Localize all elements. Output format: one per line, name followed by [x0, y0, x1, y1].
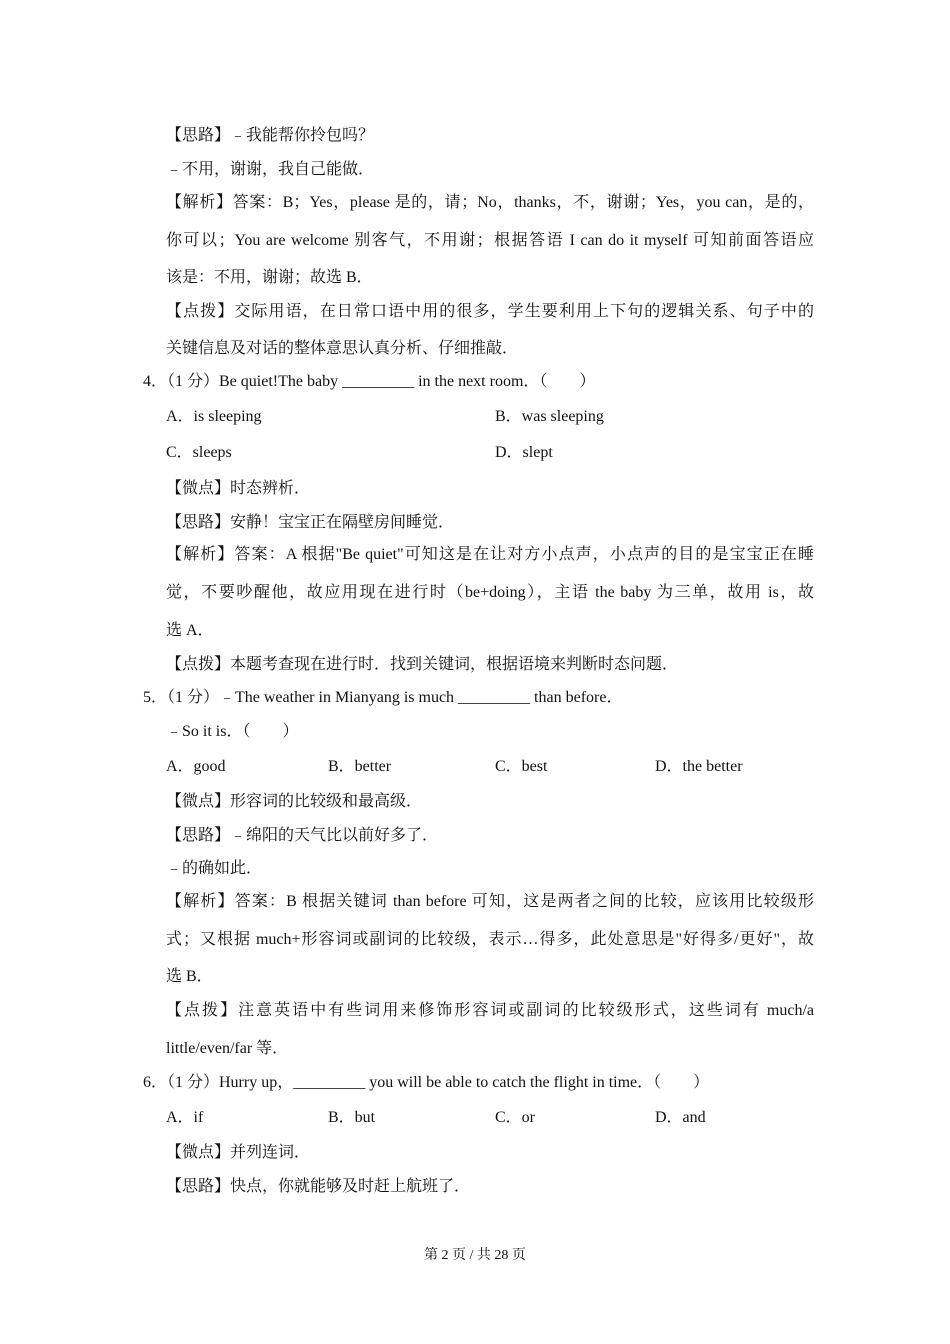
- q3-tip-line-1: 【点拨】交际用语，在日常口语中用的很多，学生要利用上下句的逻辑关系、句子中的: [166, 303, 814, 320]
- q5-tip-line-2: little/even/far 等．: [166, 1040, 289, 1057]
- q5-analysis-line-1: 【解析】答案：B 根据关键词 than before 可知，这是两者之间的比较，应该用比较级形: [166, 893, 814, 910]
- q3-thinking-reply: ﹣不用，谢谢，我自己能做．: [166, 161, 375, 178]
- q4-analysis-line-2: 觉，不要吵醒他，故应用现在进行时（be+doing），主语 the baby 为三单，故用 is，故: [166, 584, 814, 601]
- q4-thinking: 【思路】安静！宝宝正在隔壁房间睡觉．: [166, 514, 455, 531]
- q3-analysis-line-2: 你可以；You are welcome 别客气，不用谢；根据答语 I can do it myself 可知前面答语应: [166, 232, 814, 249]
- q3-thinking-line: 【思路】﹣我能帮你拎包吗？: [166, 127, 375, 144]
- q5-thinking-line: 【思路】﹣绵阳的天气比以前好多了．: [166, 827, 439, 844]
- question-4-stem: 4．（1 分）Be quiet!The baby _________ in the next room．（ ）: [143, 373, 596, 390]
- q4-tip: 【点拨】本题考查现在进行时．找到关键词，根据语境来判断时态问题．: [166, 656, 679, 673]
- q4-point: 【微点】时态辨析．: [166, 480, 311, 497]
- q6-thinking: 【思路】快点，你就能够及时赶上航班了．: [166, 1178, 471, 1195]
- q3-tip-line-2: 关键信息及对话的整体意思认真分析、仔细推敲．: [166, 340, 519, 357]
- q4-option-d: D．slept: [495, 444, 553, 461]
- q6-option-d: D．and: [655, 1109, 706, 1126]
- q5-analysis-line-3: 选 B．: [166, 968, 213, 985]
- q3-analysis-line-1: 【解析】答案：B；Yes，please 是的，请；No，thanks，不，谢谢；Yes，you can，是的，: [166, 194, 814, 211]
- question-5-stem: 5．（1 分）﹣The weather in Mianyang is much _________ than before．: [143, 689, 623, 706]
- q6-option-a: A．if: [166, 1109, 204, 1126]
- q5-option-d: D．the better: [655, 758, 743, 775]
- q5-option-c: C．best: [495, 758, 548, 775]
- q4-analysis-line-3: 选 A．: [166, 622, 214, 639]
- q5-thinking-reply: ﹣的确如此．: [166, 860, 263, 877]
- q5-analysis-line-2: 式；又根据 much+形容词或副词的比较级，表示…得多，此处意思是"好得多/更好"，故: [166, 931, 814, 948]
- q4-analysis-line-1: 【解析】答案：A 根据"Be quiet"可知这是在让对方小点声，小点声的目的是宝宝正在睡: [166, 546, 814, 563]
- q6-point: 【微点】并列连词．: [166, 1144, 311, 1161]
- q4-option-b: B．was sleeping: [495, 408, 604, 425]
- q5-reply: ﹣So it is．（ ）: [166, 723, 299, 740]
- q4-option-c: C．sleeps: [166, 444, 232, 461]
- q5-option-b: B．better: [328, 758, 392, 775]
- q5-option-a: A．good: [166, 758, 226, 775]
- question-6-stem: 6．（1 分）Hurry up，_________ you will be able to catch the flight in time．（ ）: [143, 1074, 710, 1091]
- q6-option-b: B．but: [328, 1109, 376, 1126]
- q6-option-c: C．or: [495, 1109, 536, 1126]
- q4-option-a: A．is sleeping: [166, 408, 262, 425]
- q5-tip-line-1: 【点拨】注意英语中有些词用来修饰形容词或副词的比较级形式，这些词有 much/a: [166, 1002, 814, 1019]
- page-footer: 第 2 页 / 共 28 页: [424, 1248, 526, 1263]
- q5-point: 【微点】形容词的比较级和最高级．: [166, 793, 423, 810]
- q3-analysis-line-3: 该是：不用，谢谢；故选 B．: [166, 269, 373, 286]
